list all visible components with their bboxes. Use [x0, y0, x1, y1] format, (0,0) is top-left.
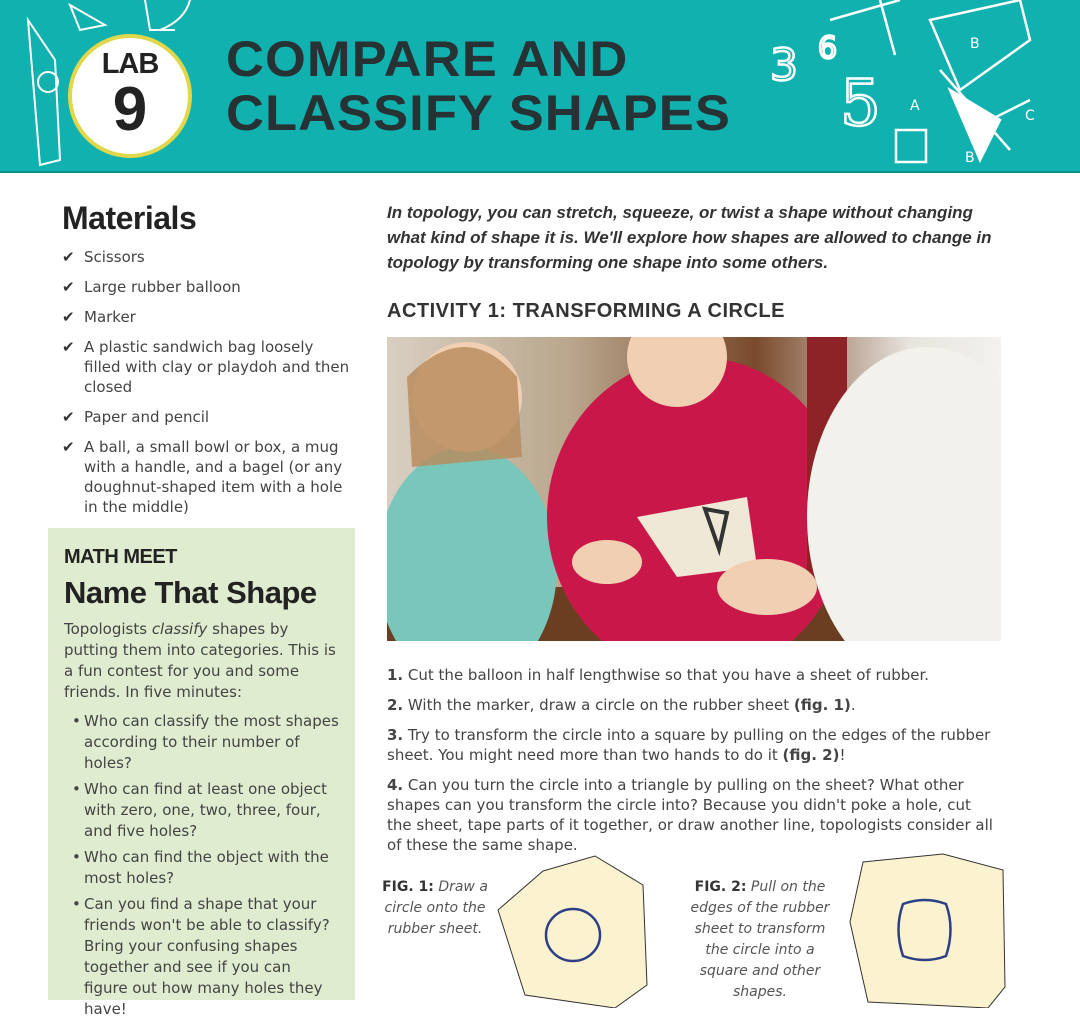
fig2-text: Pull on the edges of the rubber sheet to transform the circle into a square and other shapes. [690, 879, 830, 1000]
activity-steps [387, 665, 997, 865]
math-meet-box [48, 528, 355, 1018]
materials-section [62, 200, 352, 527]
material-item [62, 407, 352, 427]
step-item [387, 725, 997, 765]
materials-heading: Materials [62, 200, 197, 236]
checkmark-icon: ✔ [62, 338, 75, 356]
step-text: Cut the balloon in half lengthwise so that you have a sheet of rubber. [407, 666, 930, 684]
contest-bullet: • Who can classify the most shapes according to their number of holes? [64, 711, 339, 774]
children-stretching-rubber-photo [387, 337, 1001, 641]
step-figure-ref: (fig. 1) [793, 696, 851, 714]
fig2-label: FIG. 2: [694, 879, 747, 895]
svg-text:B: B [970, 36, 980, 52]
fig1-rubber-sheet-circle [495, 855, 655, 1008]
title-line-1: COMPARE AND [226, 31, 629, 87]
material-text: Scissors [84, 248, 145, 266]
intro-text: Topologists [64, 620, 152, 638]
svg-text:6: 6 [818, 31, 838, 66]
lab-header [0, 0, 1080, 173]
material-item [62, 437, 352, 517]
math-meet-kicker: MATH MEET [64, 546, 177, 568]
math-meet-bullets [64, 711, 339, 1020]
svg-text:5: 5 [840, 67, 881, 141]
checkmark-icon: ✔ [62, 308, 75, 326]
material-text: A ball, a small bowl or box, a mug with a handle, and a bagel (or any doughnut-shaped item with a hole in the middle) [84, 438, 343, 516]
fig2-rubber-sheet-square [848, 852, 1008, 1008]
lab-label: LAB [101, 48, 159, 80]
step-end: ! [839, 746, 846, 764]
intro-emphasis: classify [151, 620, 208, 638]
checkmark-icon: ✔ [62, 278, 75, 296]
svg-text:B: B [965, 150, 975, 166]
lab-number: 9 [112, 75, 148, 144]
step-text: Try to transform the circle into a square by pulling on the edges of the rubber sheet. You might need more than two hands to do it [387, 726, 991, 764]
material-text: A plastic sandwich bag loosely filled with clay or playdoh and then closed [84, 338, 350, 396]
step-end: . [850, 696, 856, 714]
checkmark-icon: ✔ [62, 438, 75, 456]
lab-badge [68, 34, 192, 158]
step-number: 3. [387, 726, 404, 744]
fig2-caption [690, 877, 830, 1003]
step-text: Can you turn the circle into a triangle by pulling on the sheet? What other shapes can you transform the circle into? Because you didn't poke a hole, cut the sheet, tape parts of it together, or draw another line, topologists consider all of these the same shape. [387, 776, 993, 854]
fig1-text: Draw a circle onto the rubber sheet. [384, 879, 488, 937]
step-text: With the marker, draw a circle on the rubber sheet [407, 696, 794, 714]
svg-text:3: 3 [770, 40, 798, 91]
contest-bullet: • Can you find a shape that your friends won't be able to classify? Bring your confusing shapes together and see if you can figure out how many holes they have! [64, 894, 339, 1020]
intro-text: shapes by putting them into categories. This is a fun contest for you and some friends. In five minutes: [64, 620, 336, 701]
material-text: Marker [84, 308, 136, 326]
material-item [62, 277, 352, 297]
fig1-caption [380, 877, 490, 940]
checkmark-icon: ✔ [62, 408, 75, 426]
svg-text:C: C [1025, 108, 1035, 124]
checkmark-icon: ✔ [62, 248, 75, 266]
material-item [62, 337, 352, 397]
step-item [387, 695, 997, 715]
step-number: 1. [387, 666, 404, 684]
intro-paragraph: In topology, you can stretch, squeeze, or twist a shape without changing what kind of shape it is. We'll explore how shapes are allowed to change in topology by transforming one shape into some others. [387, 203, 992, 272]
math-doodles-icon [770, 0, 1070, 173]
fig1-label: FIG. 1: [382, 879, 434, 895]
contest-bullet: • Who can find the object with the most holes? [64, 847, 339, 889]
activity-heading: ACTIVITY 1: TRANSFORMING A CIRCLE [387, 300, 785, 322]
page-title [226, 32, 731, 140]
material-text: Large rubber balloon [84, 278, 241, 296]
step-item [387, 665, 997, 685]
math-meet-title: Name That Shape [64, 575, 317, 610]
material-text: Paper and pencil [84, 408, 210, 426]
material-item [62, 247, 352, 267]
title-line-2: CLASSIFY SHAPES [226, 85, 731, 141]
material-item [62, 307, 352, 327]
step-number: 2. [387, 696, 404, 714]
svg-text:A: A [910, 98, 920, 114]
step-number: 4. [387, 776, 404, 794]
step-item [387, 775, 997, 855]
math-meet-intro [64, 619, 339, 703]
step-figure-ref: (fig. 2) [782, 746, 840, 764]
materials-list [62, 247, 352, 517]
contest-bullet: • Who can find at least one object with zero, one, two, three, four, and five holes? [64, 779, 339, 842]
